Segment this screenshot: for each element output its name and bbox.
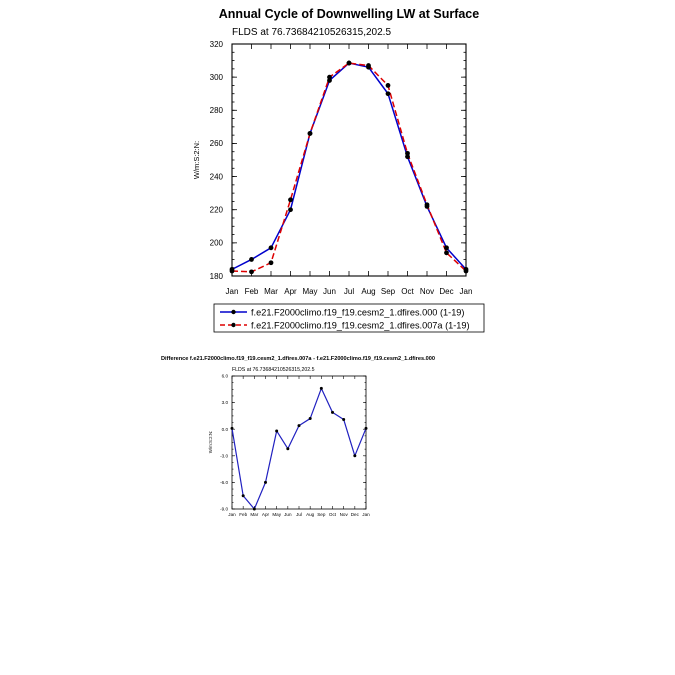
chart2-x-tick-label: Apr (261, 512, 270, 517)
chart1-x-tick-label: Oct (401, 287, 414, 296)
chart1-series-2-point (308, 131, 313, 136)
chart2-series-1-point (242, 494, 245, 497)
chart2-x-tick-label: Jul (296, 512, 302, 517)
chart1-y-tick-label: 300 (209, 72, 223, 82)
chart2-series-1-point (298, 424, 301, 427)
chart1-series-2-point (230, 269, 235, 274)
chart2-x-tick-label: Dec (350, 512, 359, 517)
chart1-series-2-point (288, 197, 293, 202)
chart1-frame (232, 44, 466, 276)
legend-label-2: f.e21.F2000climo.f19_f19.cesm2_1.dfires.007a (1-19) (251, 320, 470, 331)
chart2-y-tick-label: 0.0 (221, 426, 228, 432)
chart2-series-1-line (232, 388, 366, 509)
chart1-legend (214, 304, 484, 332)
chart2-series-1-point (342, 418, 345, 421)
chart1-series-2-point (386, 83, 391, 88)
chart2-series-1-point (309, 417, 312, 420)
chart1-x-tick-label: Nov (419, 287, 435, 296)
chart2-series-1-point (253, 508, 256, 511)
chart2-x-tick-label: Jan (362, 512, 370, 517)
chart1-series-2-point (366, 63, 371, 68)
chart1-series-2-point (347, 61, 352, 66)
chart1-title: Annual Cycle of Downwelling LW at Surface (218, 7, 480, 21)
chart1-y-tick-label: 180 (209, 271, 223, 281)
chart2-y-tick-label: -6.0 (220, 480, 228, 486)
chart1-series-1-line (232, 63, 466, 269)
legend-marker-2 (231, 323, 235, 327)
chart2-series-1-point (320, 387, 323, 390)
chart1-series-2-point (425, 202, 430, 207)
chart1-x-tick-label: Jan (225, 287, 239, 296)
chart2-y-axis-label: W/m:S:2:N: (208, 430, 213, 454)
chart1-x-tick-label: Jan (459, 287, 473, 296)
chart2-subtitle: FLDS at 76.73684210526315,202.5 (232, 367, 315, 373)
chart2-x-tick-label: Mar (250, 512, 259, 517)
chart1-series-1-point (249, 257, 254, 262)
chart1-plot (210, 40, 473, 296)
chart2-x-tick-label: Feb (239, 512, 248, 517)
chart1-series-2-point (327, 75, 332, 80)
chart2-series-1-point (264, 481, 267, 484)
chart1-x-tick-label: Sep (380, 287, 396, 296)
chart1-series-1-point (269, 245, 274, 250)
legend-label-1: f.e21.F2000climo.f19_f19.cesm2_1.dfires.000 (1-19) (251, 307, 465, 318)
chart2-series-1-point (365, 427, 368, 430)
chart1-y-tick-label: 280 (209, 106, 223, 116)
chart1-y-axis-label: W/m:S:2:N: (192, 140, 201, 180)
chart1-series-1-point (444, 245, 449, 250)
chart1-x-tick-label: Mar (264, 287, 278, 296)
chart2-x-tick-label: May (272, 512, 282, 517)
chart1-x-tick-label: Dec (439, 287, 454, 296)
chart2-series-1-point (331, 411, 334, 414)
chart2-x-tick-label: Aug (306, 512, 315, 517)
chart2-series-1-point (231, 427, 234, 430)
chart2-title: Difference f.e21.F2000climo.f19_f19.cesm2_1.dfires.007a - f.e21.F2000climo.f19_f19.cesm2_1.dfires.000 (161, 356, 435, 362)
chart2-y-tick-label: -9.0 (220, 506, 228, 512)
chart2-x-tick-label: Sep (317, 512, 326, 517)
chart1-x-tick-label: Feb (244, 287, 259, 296)
chart2-frame (232, 376, 366, 509)
chart2-x-tick-label: Jun (284, 512, 292, 517)
chart1-series-2-point (249, 269, 254, 274)
chart2-series-1-point (275, 429, 278, 432)
chart1-series-2-line (232, 63, 466, 272)
chart2-x-tick-label: Oct (328, 512, 337, 517)
chart1-y-tick-label: 220 (209, 205, 223, 215)
chart1-x-tick-label: May (302, 287, 318, 296)
chart1-y-tick-label: 320 (209, 39, 223, 49)
chart1-series-1-point (288, 207, 293, 212)
chart2-y-tick-label: -3.0 (220, 453, 228, 459)
chart2-series-1-point (353, 454, 356, 457)
chart1-series-2-point (444, 250, 449, 255)
chart2-x-tick-label: Jan (228, 512, 236, 517)
chart1-x-tick-label: Apr (284, 287, 297, 296)
chart2-y-tick-label: 6.0 (221, 373, 228, 379)
legend-marker-1 (231, 310, 235, 314)
chart2-x-tick-label: Nov (339, 512, 348, 517)
chart1-series-2-point (269, 260, 274, 265)
chart2-series-1-point (286, 447, 289, 450)
chart1-series-1-point (386, 91, 391, 96)
chart1-series-2-point (405, 151, 410, 156)
chart1-y-tick-label: 260 (209, 139, 223, 149)
chart1-y-tick-label: 200 (209, 238, 223, 248)
chart1-x-tick-label: Aug (361, 287, 376, 296)
chart2-y-tick-label: 3.0 (221, 400, 228, 406)
chart1-series-2-point (464, 269, 469, 274)
chart1-x-tick-label: Jun (323, 287, 336, 296)
chart2-plot (220, 374, 370, 517)
chart1-x-tick-label: Jul (343, 287, 355, 296)
chart1-subtitle: FLDS at 76.73684210526315,202.5 (232, 27, 392, 38)
chart1-y-tick-label: 240 (209, 172, 223, 182)
